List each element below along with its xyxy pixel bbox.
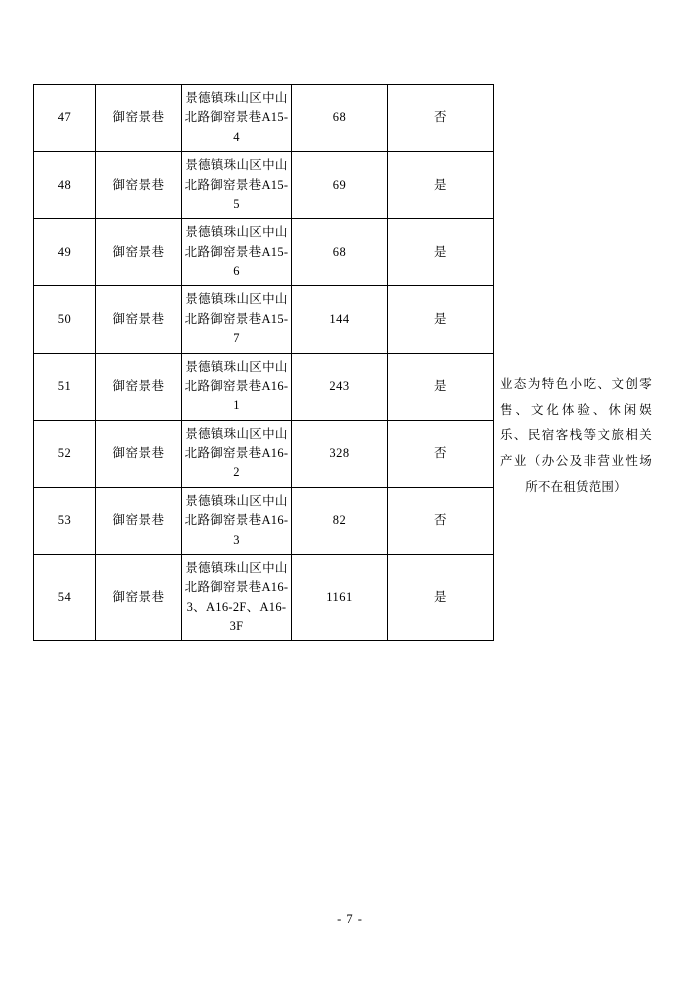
cell-address: 景德镇珠山区中山北路御窑景巷A15-5 [182, 152, 292, 219]
table-row [34, 286, 494, 353]
cell-name: 御窑景巷 [96, 219, 182, 286]
cell-area: 69 [292, 152, 388, 219]
table-row [34, 353, 494, 420]
property-table-container [33, 84, 493, 641]
cell-flag: 否 [388, 420, 494, 487]
cell-area: 68 [292, 85, 388, 152]
table-row [34, 420, 494, 487]
cell-area: 68 [292, 219, 388, 286]
cell-address: 景德镇珠山区中山北路御窑景巷A16-3、A16-2F、A16-3F [182, 554, 292, 641]
cell-area: 144 [292, 286, 388, 353]
table-row [34, 487, 494, 554]
table-row [34, 554, 494, 641]
cell-flag: 是 [388, 554, 494, 641]
cell-flag: 否 [388, 487, 494, 554]
cell-name: 御窑景巷 [96, 353, 182, 420]
cell-address: 景德镇珠山区中山北路御窑景巷A15-4 [182, 85, 292, 152]
table-row [34, 152, 494, 219]
cell-address: 景德镇珠山区中山北路御窑景巷A15-6 [182, 219, 292, 286]
table-body [34, 85, 494, 641]
cell-flag: 是 [388, 152, 494, 219]
cell-address: 景德镇珠山区中山北路御窑景巷A16-2 [182, 420, 292, 487]
cell-flag: 是 [388, 286, 494, 353]
cell-flag: 是 [388, 219, 494, 286]
side-note-text: 业态为特色小吃、文创零售、文化体验、休闲娱乐、民宿客栈等文旅相关产业（办公及非营业性场所不在租赁范围） [500, 377, 652, 494]
cell-area: 82 [292, 487, 388, 554]
cell-index: 50 [34, 286, 96, 353]
cell-area: 243 [292, 353, 388, 420]
page-number: - 7 - [337, 912, 363, 926]
cell-index: 47 [34, 85, 96, 152]
cell-address: 景德镇珠山区中山北路御窑景巷A16-1 [182, 353, 292, 420]
cell-name: 御窑景巷 [96, 152, 182, 219]
cell-index: 54 [34, 554, 96, 641]
property-table [33, 84, 494, 641]
cell-name: 御窑景巷 [96, 487, 182, 554]
cell-flag: 是 [388, 353, 494, 420]
table-row [34, 219, 494, 286]
cell-index: 52 [34, 420, 96, 487]
cell-name: 御窑景巷 [96, 286, 182, 353]
cell-index: 51 [34, 353, 96, 420]
cell-area: 328 [292, 420, 388, 487]
cell-name: 御窑景巷 [96, 85, 182, 152]
cell-address: 景德镇珠山区中山北路御窑景巷A15-7 [182, 286, 292, 353]
cell-index: 49 [34, 219, 96, 286]
cell-name: 御窑景巷 [96, 554, 182, 641]
cell-area: 1161 [292, 554, 388, 641]
cell-name: 御窑景巷 [96, 420, 182, 487]
cell-index: 48 [34, 152, 96, 219]
table-row [34, 85, 494, 152]
cell-index: 53 [34, 487, 96, 554]
cell-flag: 否 [388, 85, 494, 152]
cell-address: 景德镇珠山区中山北路御窑景巷A16-3 [182, 487, 292, 554]
